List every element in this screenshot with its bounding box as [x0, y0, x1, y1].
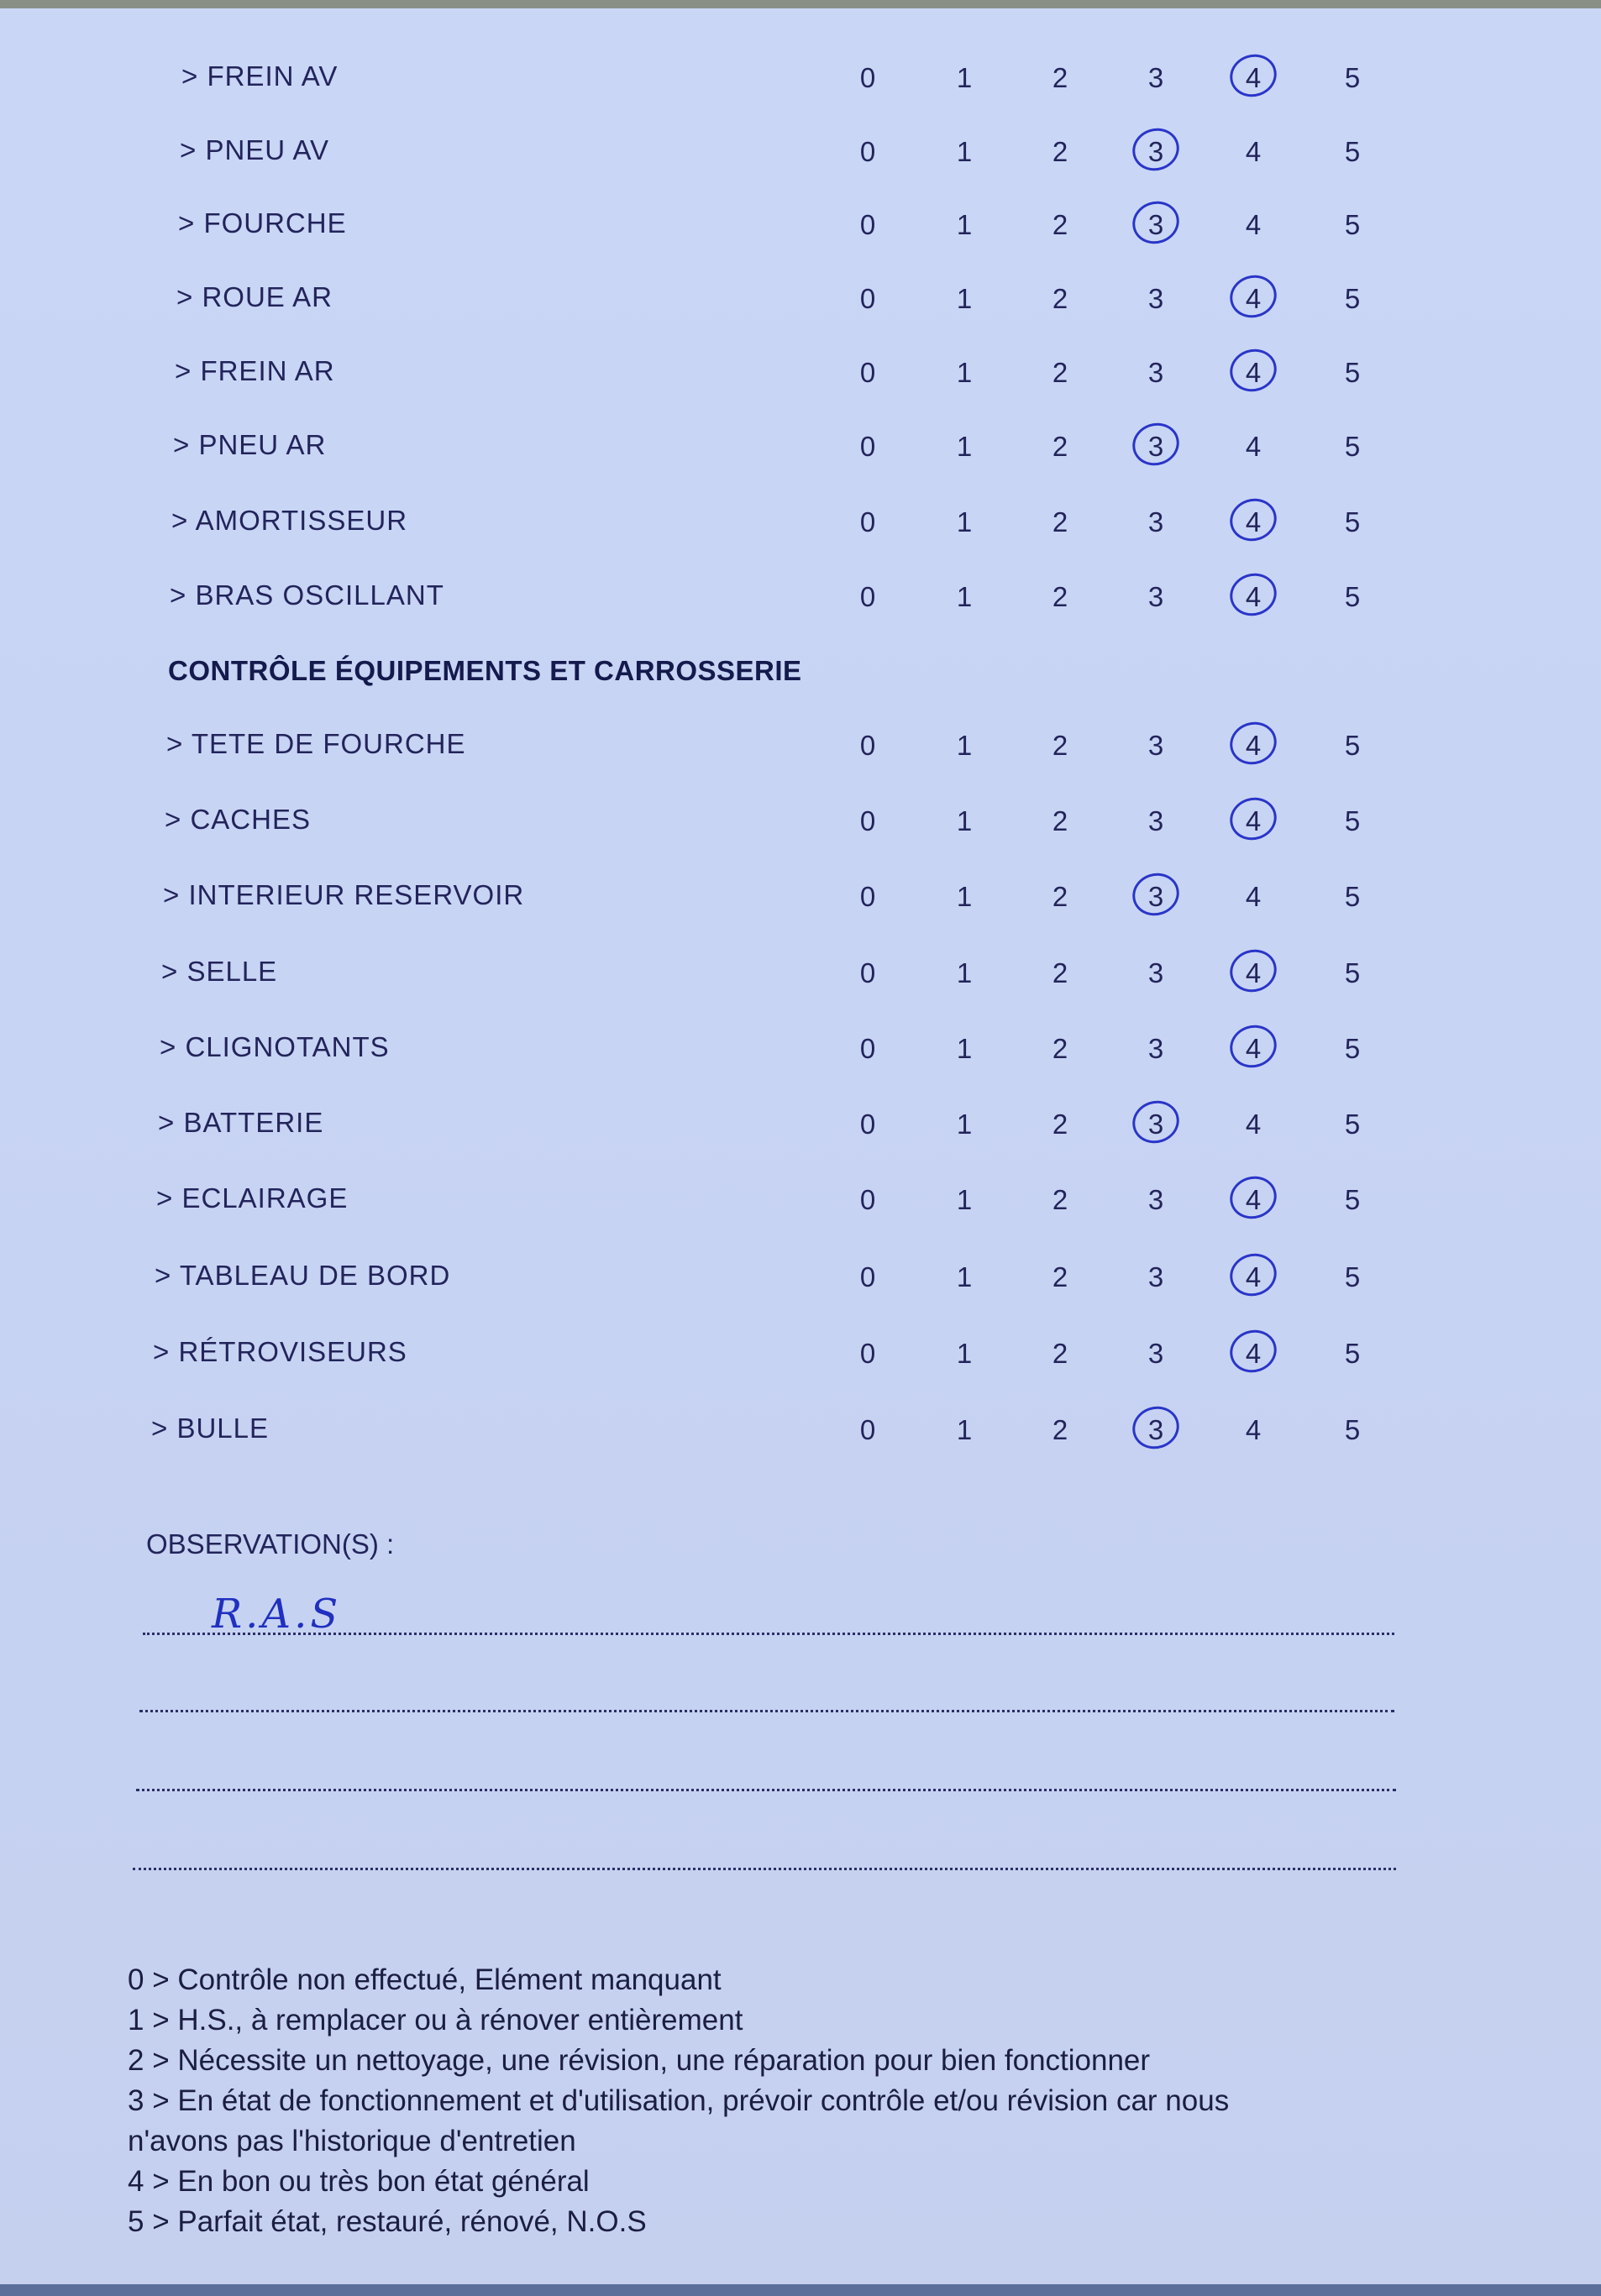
- score-option-3: 3: [1147, 1338, 1164, 1369]
- score-option-2: 2: [1052, 1338, 1068, 1369]
- selected-score-circle: [1127, 417, 1185, 472]
- score-option-3: 3: [1147, 581, 1164, 612]
- score-option-5: 5: [1344, 357, 1361, 388]
- score-option-0: 0: [859, 357, 876, 388]
- selected-score-circle: [1127, 123, 1185, 177]
- score-option-3: 3: [1147, 730, 1164, 761]
- score-option-1: 1: [956, 431, 973, 462]
- score-option-4: 4: [1245, 283, 1262, 314]
- score-option-2: 2: [1052, 506, 1068, 537]
- selected-score-circle: [1225, 493, 1283, 548]
- score-option-3: 3: [1147, 1109, 1164, 1140]
- row-label: > SELLE: [161, 956, 278, 987]
- score-option-2: 2: [1052, 1033, 1068, 1064]
- selected-score-circle: [1225, 716, 1283, 771]
- score-option-4: 4: [1245, 136, 1262, 167]
- score-option-0: 0: [859, 1033, 876, 1064]
- score-option-4: 4: [1245, 1261, 1262, 1292]
- score-option-0: 0: [859, 506, 876, 537]
- section-title: CONTRÔLE ÉQUIPEMENTS ET CARROSSERIE: [168, 655, 802, 686]
- score-option-3: 3: [1147, 1033, 1164, 1064]
- score-option-3: 3: [1147, 1414, 1164, 1445]
- score-option-3: 3: [1147, 136, 1164, 167]
- score-option-1: 1: [956, 581, 973, 612]
- score-option-4: 4: [1245, 957, 1262, 988]
- row-label: > ROUE AR: [176, 281, 333, 312]
- row-label: > PNEU AV: [180, 134, 330, 165]
- observations-handwritten-note: R.A.S: [212, 1591, 342, 1638]
- score-option-2: 2: [1052, 805, 1068, 836]
- inspection-row: [0, 496, 1601, 547]
- score-option-3: 3: [1147, 62, 1164, 93]
- score-option-5: 5: [1344, 283, 1361, 314]
- score-option-0: 0: [859, 805, 876, 836]
- inspection-row: [0, 1098, 1601, 1149]
- score-option-2: 2: [1052, 1414, 1068, 1445]
- score-option-4: 4: [1245, 1033, 1262, 1064]
- inspection-row: [0, 126, 1601, 176]
- legend-item: 2 > Nécessite un nettoyage, une révision, une réparation pour bien fonctionner: [128, 2044, 1151, 2077]
- score-option-0: 0: [859, 136, 876, 167]
- score-option-5: 5: [1344, 957, 1361, 988]
- row-label: > PNEU AR: [173, 429, 327, 460]
- observation-line: [143, 1633, 1394, 1635]
- inspection-row: [0, 571, 1601, 621]
- observation-line: [139, 1710, 1394, 1712]
- score-option-5: 5: [1344, 1033, 1361, 1064]
- selected-score-circle: [1225, 792, 1283, 847]
- score-option-5: 5: [1344, 431, 1361, 462]
- score-option-0: 0: [859, 1261, 876, 1292]
- inspection-row: [0, 1023, 1601, 1073]
- score-option-0: 0: [859, 1184, 876, 1215]
- score-option-5: 5: [1344, 1261, 1361, 1292]
- selected-score-circle: [1225, 1248, 1283, 1303]
- score-option-0: 0: [859, 581, 876, 612]
- row-label: > RÉTROVISEURS: [153, 1336, 407, 1367]
- score-option-3: 3: [1147, 881, 1164, 912]
- score-option-2: 2: [1052, 1184, 1068, 1215]
- legend-item: 0 > Contrôle non effectué, Elément manquant: [128, 1963, 722, 1996]
- score-option-5: 5: [1344, 1184, 1361, 1215]
- row-label: > INTERIEUR RESERVOIR: [163, 879, 525, 910]
- score-option-4: 4: [1245, 209, 1262, 240]
- score-option-4: 4: [1245, 730, 1262, 761]
- score-option-2: 2: [1052, 209, 1068, 240]
- row-label: > BRAS OSCILLANT: [170, 579, 444, 611]
- score-option-0: 0: [859, 209, 876, 240]
- inspection-row: [0, 347, 1601, 397]
- score-option-0: 0: [859, 283, 876, 314]
- legend-item: 4 > En bon ou très bon état général: [128, 2165, 590, 2198]
- legend-item: n'avons pas l'historique d'entretien: [128, 2125, 576, 2157]
- inspection-row: [0, 1251, 1601, 1302]
- score-option-4: 4: [1245, 1184, 1262, 1215]
- score-option-4: 4: [1245, 506, 1262, 537]
- inspection-row: [0, 52, 1601, 102]
- inspection-row: [0, 795, 1601, 846]
- score-option-5: 5: [1344, 805, 1361, 836]
- row-label: > CACHES: [165, 804, 311, 835]
- score-option-2: 2: [1052, 62, 1068, 93]
- score-option-1: 1: [956, 283, 973, 314]
- score-option-1: 1: [956, 209, 973, 240]
- inspection-row: [0, 947, 1601, 998]
- score-option-5: 5: [1344, 136, 1361, 167]
- score-option-2: 2: [1052, 1261, 1068, 1292]
- row-label: > FOURCHE: [178, 207, 347, 239]
- score-option-2: 2: [1052, 136, 1068, 167]
- score-option-5: 5: [1344, 1414, 1361, 1445]
- selected-score-circle: [1127, 196, 1185, 250]
- selected-score-circle: [1225, 944, 1283, 999]
- score-option-1: 1: [956, 1033, 973, 1064]
- score-option-2: 2: [1052, 730, 1068, 761]
- inspection-row: [0, 720, 1601, 770]
- legend-item: 1 > H.S., à remplacer ou à rénover entièrement: [128, 2004, 743, 2037]
- score-option-5: 5: [1344, 506, 1361, 537]
- score-option-2: 2: [1052, 1109, 1068, 1140]
- row-label: > TABLEAU DE BORD: [155, 1260, 451, 1291]
- row-label: > AMORTISSEUR: [171, 505, 408, 536]
- inspection-row: [0, 1174, 1601, 1224]
- row-label: > BULLE: [151, 1413, 269, 1444]
- score-option-1: 1: [956, 1338, 973, 1369]
- score-option-3: 3: [1147, 357, 1164, 388]
- score-option-3: 3: [1147, 1184, 1164, 1215]
- score-option-1: 1: [956, 805, 973, 836]
- inspection-row: [0, 1328, 1601, 1378]
- observations-title: OBSERVATION(S) :: [146, 1528, 395, 1559]
- score-option-0: 0: [859, 62, 876, 93]
- score-option-2: 2: [1052, 881, 1068, 912]
- selected-score-circle: [1225, 343, 1283, 398]
- score-option-1: 1: [956, 957, 973, 988]
- score-option-2: 2: [1052, 957, 1068, 988]
- score-option-1: 1: [956, 136, 973, 167]
- row-label: > FREIN AR: [175, 355, 335, 386]
- score-option-3: 3: [1147, 1261, 1164, 1292]
- selected-score-circle: [1225, 1324, 1283, 1379]
- score-option-2: 2: [1052, 283, 1068, 314]
- row-label: > BATTERIE: [158, 1107, 324, 1138]
- score-option-4: 4: [1245, 805, 1262, 836]
- inspection-row: [0, 421, 1601, 471]
- score-option-1: 1: [956, 1109, 973, 1140]
- score-option-3: 3: [1147, 506, 1164, 537]
- selected-score-circle: [1225, 1171, 1283, 1225]
- score-option-5: 5: [1344, 62, 1361, 93]
- score-option-4: 4: [1245, 431, 1262, 462]
- score-option-5: 5: [1344, 881, 1361, 912]
- score-option-0: 0: [859, 1109, 876, 1140]
- score-option-1: 1: [956, 1414, 973, 1445]
- score-option-4: 4: [1245, 62, 1262, 93]
- score-option-2: 2: [1052, 431, 1068, 462]
- score-option-4: 4: [1245, 1414, 1262, 1445]
- selected-score-circle: [1127, 1095, 1185, 1150]
- score-option-5: 5: [1344, 581, 1361, 612]
- selected-score-circle: [1225, 270, 1283, 324]
- score-option-4: 4: [1245, 1338, 1262, 1369]
- rating-legend: [128, 1960, 1472, 2242]
- score-option-5: 5: [1344, 1338, 1361, 1369]
- observation-line: [136, 1789, 1396, 1791]
- score-option-1: 1: [956, 1261, 973, 1292]
- score-option-0: 0: [859, 957, 876, 988]
- score-option-0: 0: [859, 431, 876, 462]
- score-option-0: 0: [859, 881, 876, 912]
- score-option-4: 4: [1245, 357, 1262, 388]
- inspection-row: [0, 1404, 1601, 1455]
- row-label: > TETE DE FOURCHE: [166, 728, 466, 759]
- selected-score-circle: [1127, 868, 1185, 922]
- score-option-1: 1: [956, 1184, 973, 1215]
- score-option-4: 4: [1245, 581, 1262, 612]
- inspection-row: [0, 199, 1601, 249]
- score-option-2: 2: [1052, 581, 1068, 612]
- selected-score-circle: [1127, 1401, 1185, 1455]
- legend-item: 3 > En état de fonctionnement et d'utilisation, prévoir contrôle et/ou révision car nous: [128, 2084, 1230, 2117]
- score-option-1: 1: [956, 881, 973, 912]
- score-option-1: 1: [956, 730, 973, 761]
- score-option-5: 5: [1344, 730, 1361, 761]
- score-option-0: 0: [859, 1414, 876, 1445]
- selected-score-circle: [1225, 49, 1283, 103]
- legend-item: 5 > Parfait état, restauré, rénové, N.O.S: [128, 2205, 647, 2238]
- score-option-3: 3: [1147, 209, 1164, 240]
- inspection-row: [0, 273, 1601, 323]
- inspection-row: [0, 871, 1601, 921]
- score-option-3: 3: [1147, 283, 1164, 314]
- selected-score-circle: [1225, 1020, 1283, 1074]
- selected-score-circle: [1225, 568, 1283, 622]
- score-option-1: 1: [956, 62, 973, 93]
- score-option-5: 5: [1344, 209, 1361, 240]
- row-label: > CLIGNOTANTS: [160, 1031, 390, 1062]
- score-option-1: 1: [956, 357, 973, 388]
- score-option-5: 5: [1344, 1109, 1361, 1140]
- row-label: > ECLAIRAGE: [156, 1182, 349, 1214]
- score-option-0: 0: [859, 730, 876, 761]
- score-option-4: 4: [1245, 1109, 1262, 1140]
- score-option-2: 2: [1052, 357, 1068, 388]
- score-option-0: 0: [859, 1338, 876, 1369]
- score-option-4: 4: [1245, 881, 1262, 912]
- score-option-3: 3: [1147, 957, 1164, 988]
- score-option-3: 3: [1147, 805, 1164, 836]
- row-label: > FREIN AV: [181, 60, 339, 92]
- score-option-1: 1: [956, 506, 973, 537]
- observation-line: [133, 1868, 1396, 1870]
- score-option-3: 3: [1147, 431, 1164, 462]
